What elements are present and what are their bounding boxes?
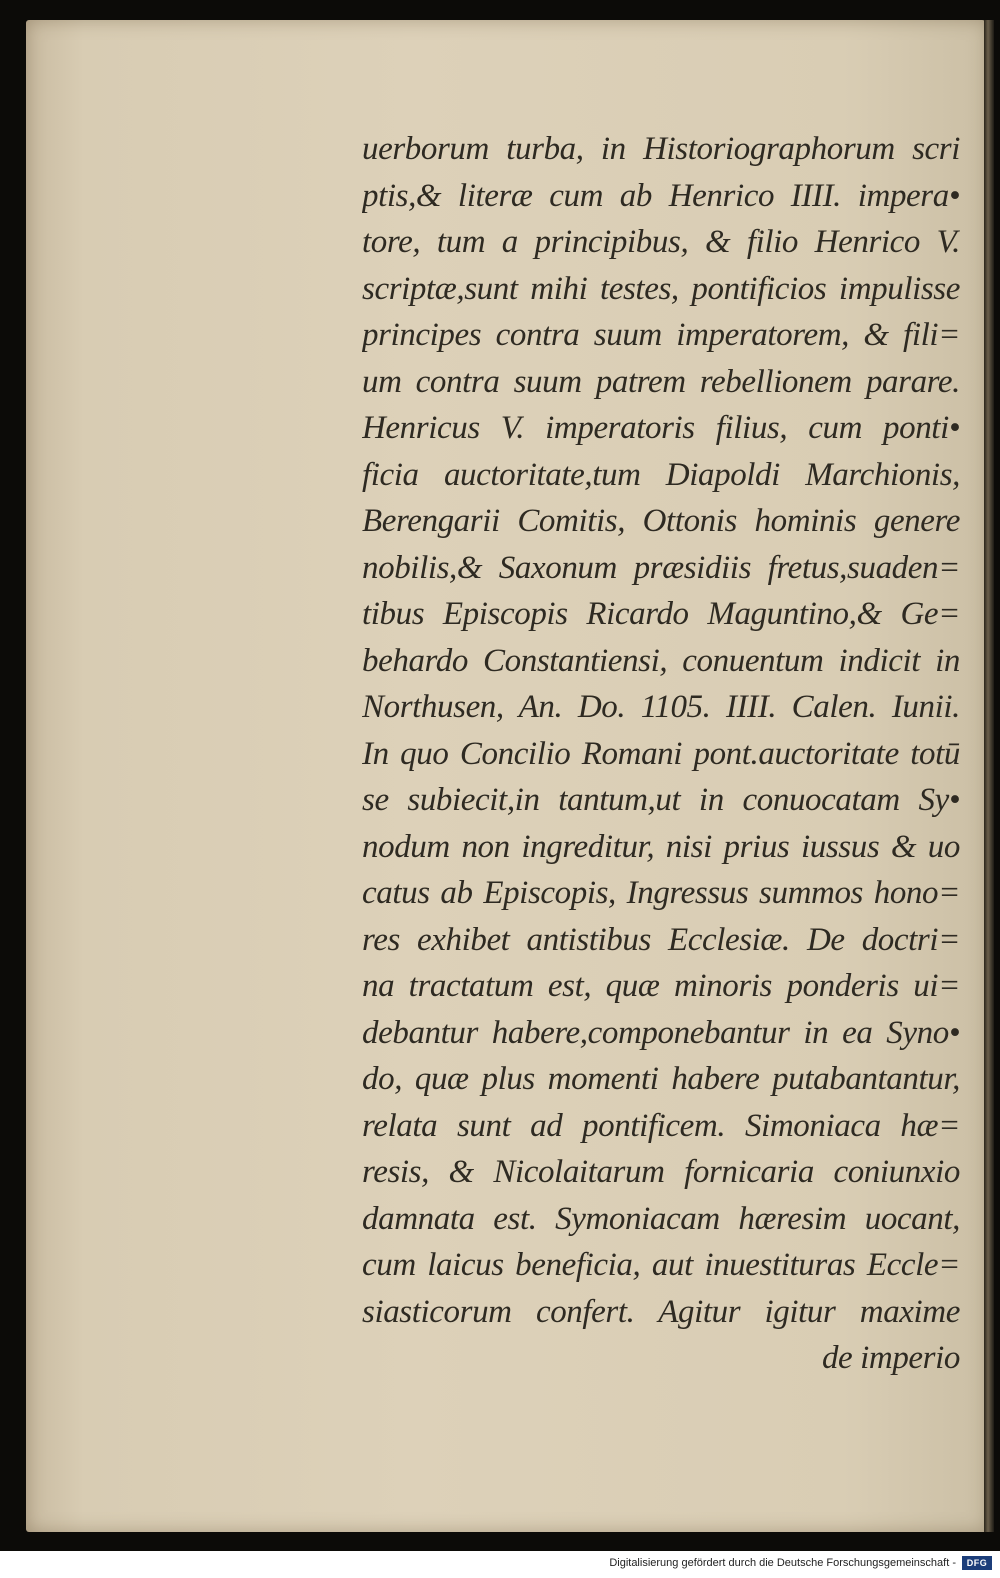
text-line: principes contra suum imperatorem, & fili= — [362, 317, 960, 353]
text-line: Berengarii Comitis, Ottonis hominis genere — [362, 503, 960, 539]
text-line: scriptæ,sunt mihi testes, pontificios impulisse — [362, 270, 960, 307]
text-line: ficia auctoritate,tum Diapoldi Marchionis, — [362, 456, 960, 493]
text-line: debantur habere,componebantur in ea Syno• — [362, 1014, 960, 1051]
text-line: catus ab Episcopis, Ingressus summos hono= — [362, 875, 960, 911]
text-line: relata sunt ad pontificem. Simoniaca hæ= — [362, 1107, 960, 1144]
text-line: nobilis,& Saxonum præsidiis fretus,suaden= — [362, 549, 960, 586]
dfg-logo: DFG — [962, 1556, 992, 1570]
funding-credit: Digitalisierung gefördert durch die Deutsche Forschungsgemeinschaft - — [609, 1557, 956, 1569]
text-line: Henricus V. imperatoris filius, cum ponti• — [362, 410, 960, 446]
text-line: nodum non ingreditur, nisi prius iussus & uo — [362, 828, 960, 865]
text-line: ptis,& literæ cum ab Henrico IIII. impera• — [362, 177, 960, 214]
text-line: cum laicus beneficia, aut inuestituras Eccle= — [362, 1247, 960, 1283]
text-line: behardo Constantiensi, conuentum indicit in — [362, 642, 960, 679]
text-line: tibus Episcopis Ricardo Maguntino,& Ge= — [362, 596, 960, 632]
text-line: se subiecit,in tantum,ut in conuocatam Sy• — [362, 782, 960, 818]
text-line: res exhibet antistibus Ecclesiæ. De doctri= — [362, 921, 960, 958]
text-line: resis, & Nicolaitarum fornicaria coniunxio — [362, 1154, 960, 1190]
text-line: um contra suum patrem rebellionem parare. — [362, 363, 960, 400]
text-line: Northusen, An. Do. 1105. IIII. Calen. Iunii. — [362, 689, 960, 725]
text-line: damnata est. Symoniacam hæresim uocant, — [362, 1200, 960, 1237]
page-edge — [984, 20, 994, 1532]
catchword: de imperio — [821, 1340, 960, 1376]
text-line: In quo Concilio Romani pont.auctoritate totū — [362, 735, 960, 772]
text-line: tore, tum a principibus, & filio Henrico V. — [362, 224, 960, 260]
digitization-footer — [0, 1551, 1000, 1578]
text-line: siasticorum confert. Agitur igitur maxime — [362, 1293, 960, 1330]
text-line: do, quæ plus momenti habere putabantantur, — [362, 1061, 960, 1097]
text-line: na tractatum est, quæ minoris ponderis ui= — [362, 968, 960, 1004]
text-line: uerborum turba, in Historiographorum scri — [362, 131, 960, 167]
body-text — [362, 126, 962, 1382]
